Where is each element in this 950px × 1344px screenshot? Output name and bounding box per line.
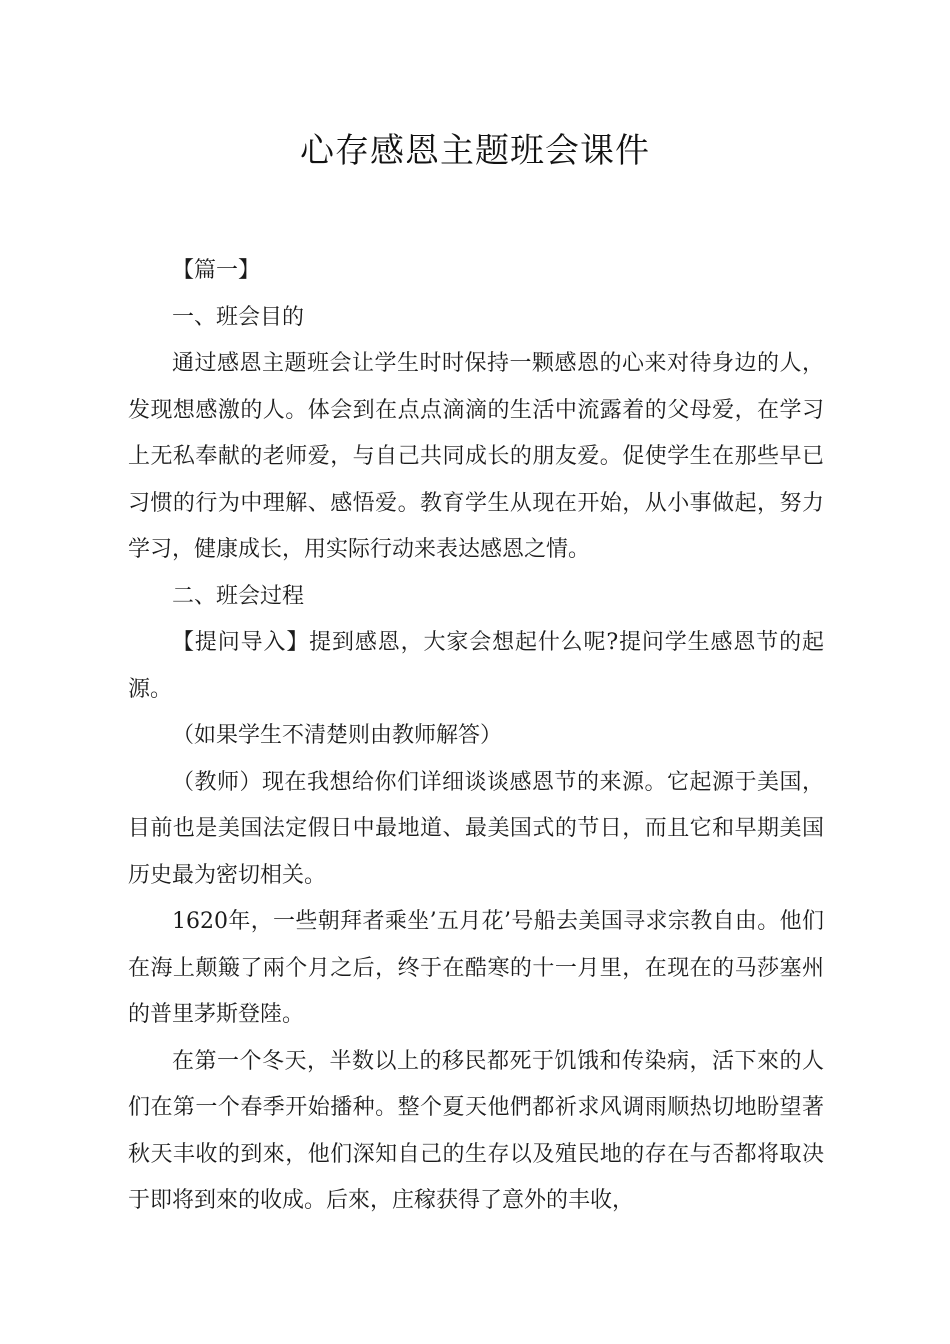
paragraph-question-intro: 【提问导入】提到感恩，大家会想起什么呢?提问学生感恩节的起源。 <box>128 630 824 702</box>
paragraph-1620: 1620年，一些朝拜者乘坐’五月花’号船去美国寻求宗教自由。他们在海上颠簸了兩个月之后，终于在酷寒的十一月里，在现在的马莎塞州的普里茅斯登陸。 <box>128 909 824 1027</box>
document-body <box>128 248 824 1225</box>
page-title: 心存感恩主题班会课件 <box>300 131 650 171</box>
paragraph-origin: （教师）现在我想给你们详细谈谈感恩节的来源。它起源于美国，目前也是美国法定假日中最地道、最美国式的节日，而且它和早期美国历史最为密切相关。 <box>128 769 824 888</box>
section-label: 【篇一】 <box>172 258 261 283</box>
paragraph-purpose: 通过感恩主题班会让学生时时保持一颗感恩的心来对待身边的人，发现想感激的人。体会到在点点滴滴的生活中流露着的父母爱，在学习上无私奉献的老师爱，与自己共同成长的朋友爱。促使学生在那些早已习惯的行为中理解、感悟爱。教育学生从现在开始，从小事做起，努力学习，健康成长，用实际行动来表达感恩之情。 <box>128 351 824 562</box>
paragraph-teacher-note: （如果学生不清楚则由教师解答） <box>172 723 503 748</box>
heading-class-purpose: 一、班会目的 <box>172 304 305 330</box>
paragraph-first-winter: 在第一个冬天，半数以上的移民都死于饥饿和传染病，活下來的人们在第一个春季开始播种。整个夏天他們都祈求风调雨顺热切地盼望著秋天丰收的到來，他们深知自己的生存以及殖民地的存在与否都将取决于即将到來的收成。后來，庄稼获得了意外的丰收， <box>128 1048 824 1213</box>
heading-class-process: 二、班会过程 <box>172 583 305 609</box>
